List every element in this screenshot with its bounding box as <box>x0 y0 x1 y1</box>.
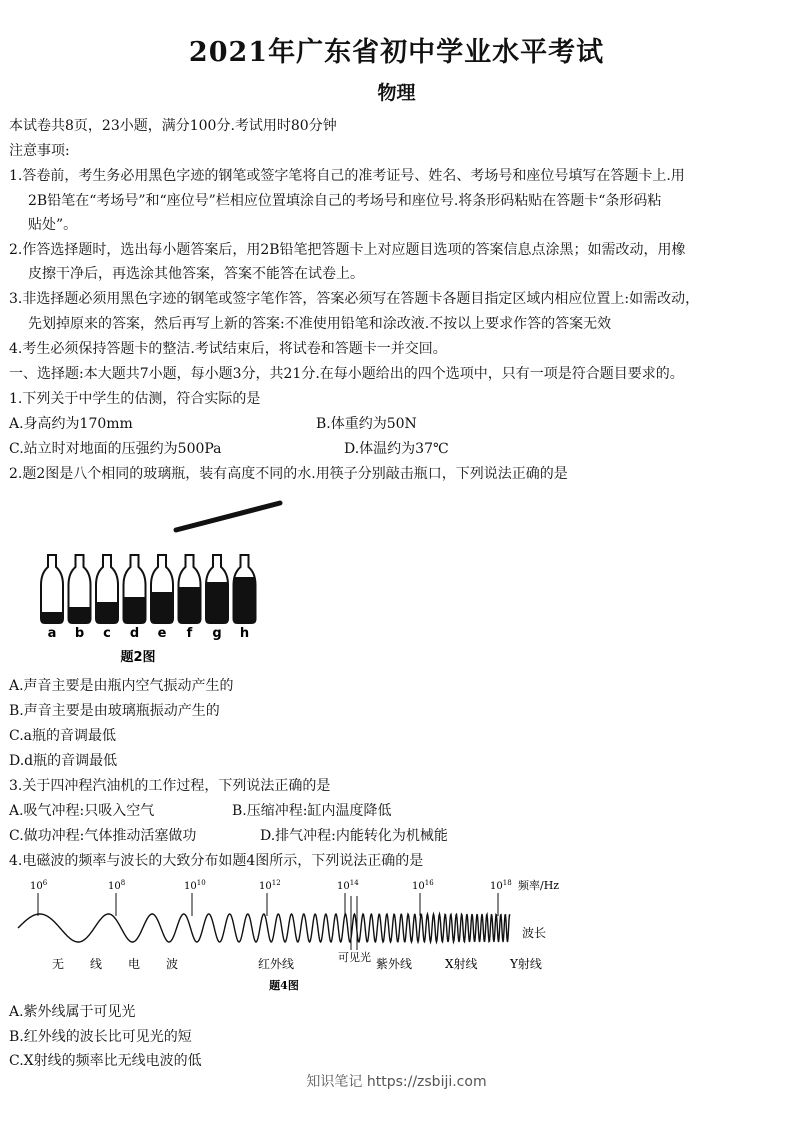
intro-line: 本试卷共8页，23小题，满分100分.考试用时80分钟 <box>9 118 337 134</box>
bottle-water <box>123 597 147 624</box>
bottle-h <box>233 555 257 624</box>
band-xray: X射线 <box>445 957 478 971</box>
band-visible: 可见光 <box>338 951 371 964</box>
notice-item-3: 3.非选择题必须用黑色字迹的钢笔或签字笔作答，答案必须写在答题卡各题目指定区域内相应位置上:如需改动， <box>9 291 700 307</box>
bottle-water <box>233 577 257 624</box>
exam-title: 2021年广东省初中学业水平考试 <box>188 37 605 68</box>
bottle-label: g <box>212 626 222 641</box>
bottle-water <box>205 582 229 624</box>
bottle-label: h <box>239 626 250 641</box>
notice-item-1-cont: 贴处”。 <box>28 217 78 233</box>
footer-watermark: 知识笔记 https://zsbiji.com <box>306 1074 487 1090</box>
figure-4-caption: 题4图 <box>269 979 299 992</box>
notice-item-3-cont: 先划掉原来的答案，然后再写上新的答案:不准使用铅笔和涂改液.不按以上要求作答的答案无效 <box>28 316 612 332</box>
band-infrared: 红外线 <box>258 957 295 971</box>
notice-heading: 注意事项: <box>9 143 70 159</box>
freq-tick-label: $10^{14}$ <box>337 879 359 892</box>
freq-axis-label: 频率/Hz <box>518 879 560 892</box>
bottle-water <box>68 607 92 624</box>
bottle-a <box>40 555 64 624</box>
freq-tick-label: $10^8$ <box>108 879 126 892</box>
bottle-label: b <box>74 626 85 641</box>
q2-option-c: C.a瓶的音调最低 <box>9 728 117 744</box>
band-radio-char: 电 <box>128 957 141 971</box>
q2-stem: 2.题2图是八个相同的玻璃瓶，装有高度不同的水.用筷子分别敲击瓶口，下列说法正确的是 <box>9 466 568 482</box>
q1-stem: 1.下列关于中学生的估测，符合实际的是 <box>9 391 261 407</box>
bottle-label: d <box>129 626 140 641</box>
q3-stem: 3.关于四冲程汽油机的工作过程，下列说法正确的是 <box>9 778 331 794</box>
q4-stem: 4.电磁波的频率与波长的大致分布如题4图所示，下列说法正确的是 <box>9 853 424 869</box>
chopstick <box>176 503 280 530</box>
bottle-water <box>150 592 174 624</box>
bottle-label: e <box>157 626 167 641</box>
band-radio-char: 无 <box>52 957 65 971</box>
band-radio-char: 线 <box>90 957 103 971</box>
q4-option-b: B.红外线的波长比可见光的短 <box>9 1029 192 1045</box>
notice-item-2: 2.作答选择题时，选出每小题答案后，用2B铅笔把答题卡上对应题目选项的答案信息点涂黑；如需改动，用橡 <box>9 242 686 258</box>
q4-option-c: C.X射线的频率比无线电波的低 <box>9 1053 202 1069</box>
bottle-e <box>150 555 174 624</box>
q3-option-c: C.做功冲程:气体推动活塞做功 <box>9 828 197 844</box>
q1-option-d: D.体温约为37℃ <box>344 441 449 457</box>
notice-item-1-cont: 2B铅笔在“考场号”和“座位号”栏相应位置填涂自己的考场号和座位号.将条形码粘贴在答题卡“条形码粘 <box>28 193 662 209</box>
q1-option-b: B.体重约为50N <box>316 416 417 432</box>
band-radio-char: 波 <box>166 957 179 971</box>
bottle-water <box>178 587 202 624</box>
q3-option-b: B.压缩冲程:缸内温度降低 <box>232 803 392 819</box>
freq-tick-label: $10^{18}$ <box>490 879 512 892</box>
bottle-f <box>178 555 202 624</box>
q2-figure <box>30 495 290 670</box>
q2-option-a: A.声音主要是由瓶内空气振动产生的 <box>9 678 234 694</box>
bottle-c <box>95 555 119 624</box>
band-gamma: Y射线 <box>510 957 542 971</box>
bottle-label: c <box>103 626 111 641</box>
freq-tick-label: $10^6$ <box>30 879 48 892</box>
bottle-d <box>123 555 147 624</box>
bottle-b <box>68 555 92 624</box>
freq-tick-label: $10^{10}$ <box>184 879 206 892</box>
notice-item-4: 4.考生必须保持答题卡的整洁.考试结束后，将试卷和答题卡一并交回。 <box>9 341 447 357</box>
bottle-label: a <box>47 626 57 641</box>
bottle-label: f <box>186 626 193 641</box>
q2-option-d: D.d瓶的音调最低 <box>9 753 118 769</box>
band-ultraviolet: 紫外线 <box>376 957 413 971</box>
q1-option-a: A.身高约为170mm <box>9 416 133 432</box>
notice-item-1: 1.答卷前，考生务必用黑色字迹的钢笔或签字笔将自己的准考证号、姓名、考场号和座位号填写在答题卡上.用 <box>9 168 685 184</box>
q1-option-c: C.站立时对地面的压强约为500Pa <box>9 441 222 457</box>
subject-title: 物理 <box>377 82 416 104</box>
figure-2-caption: 题2图 <box>120 650 156 665</box>
q3-option-a: A.吸气冲程:只吸入空气 <box>9 803 155 819</box>
freq-tick-label: $10^{16}$ <box>412 879 434 892</box>
q3-option-d: D.排气冲程:内能转化为机械能 <box>260 828 448 844</box>
bottle-g <box>205 555 229 624</box>
bottle-water <box>95 602 119 624</box>
q4-option-a: A.紫外线属于可见光 <box>9 1004 136 1020</box>
section-heading: 一、选择题:本大题共7小题，每小题3分，共21分.在每小题给出的四个选项中，只有一项是符合题目要求的。 <box>9 366 684 382</box>
q2-option-b: B.声音主要是由玻璃瓶振动产生的 <box>9 703 220 719</box>
wave-curve <box>18 914 510 942</box>
wavelength-label: 波长 <box>522 926 547 940</box>
freq-tick-label: $10^{12}$ <box>259 879 281 892</box>
notice-item-2-cont: 皮擦干净后，再选涂其他答案，答案不能答在试卷上。 <box>28 266 364 282</box>
q4-figure <box>10 876 580 996</box>
